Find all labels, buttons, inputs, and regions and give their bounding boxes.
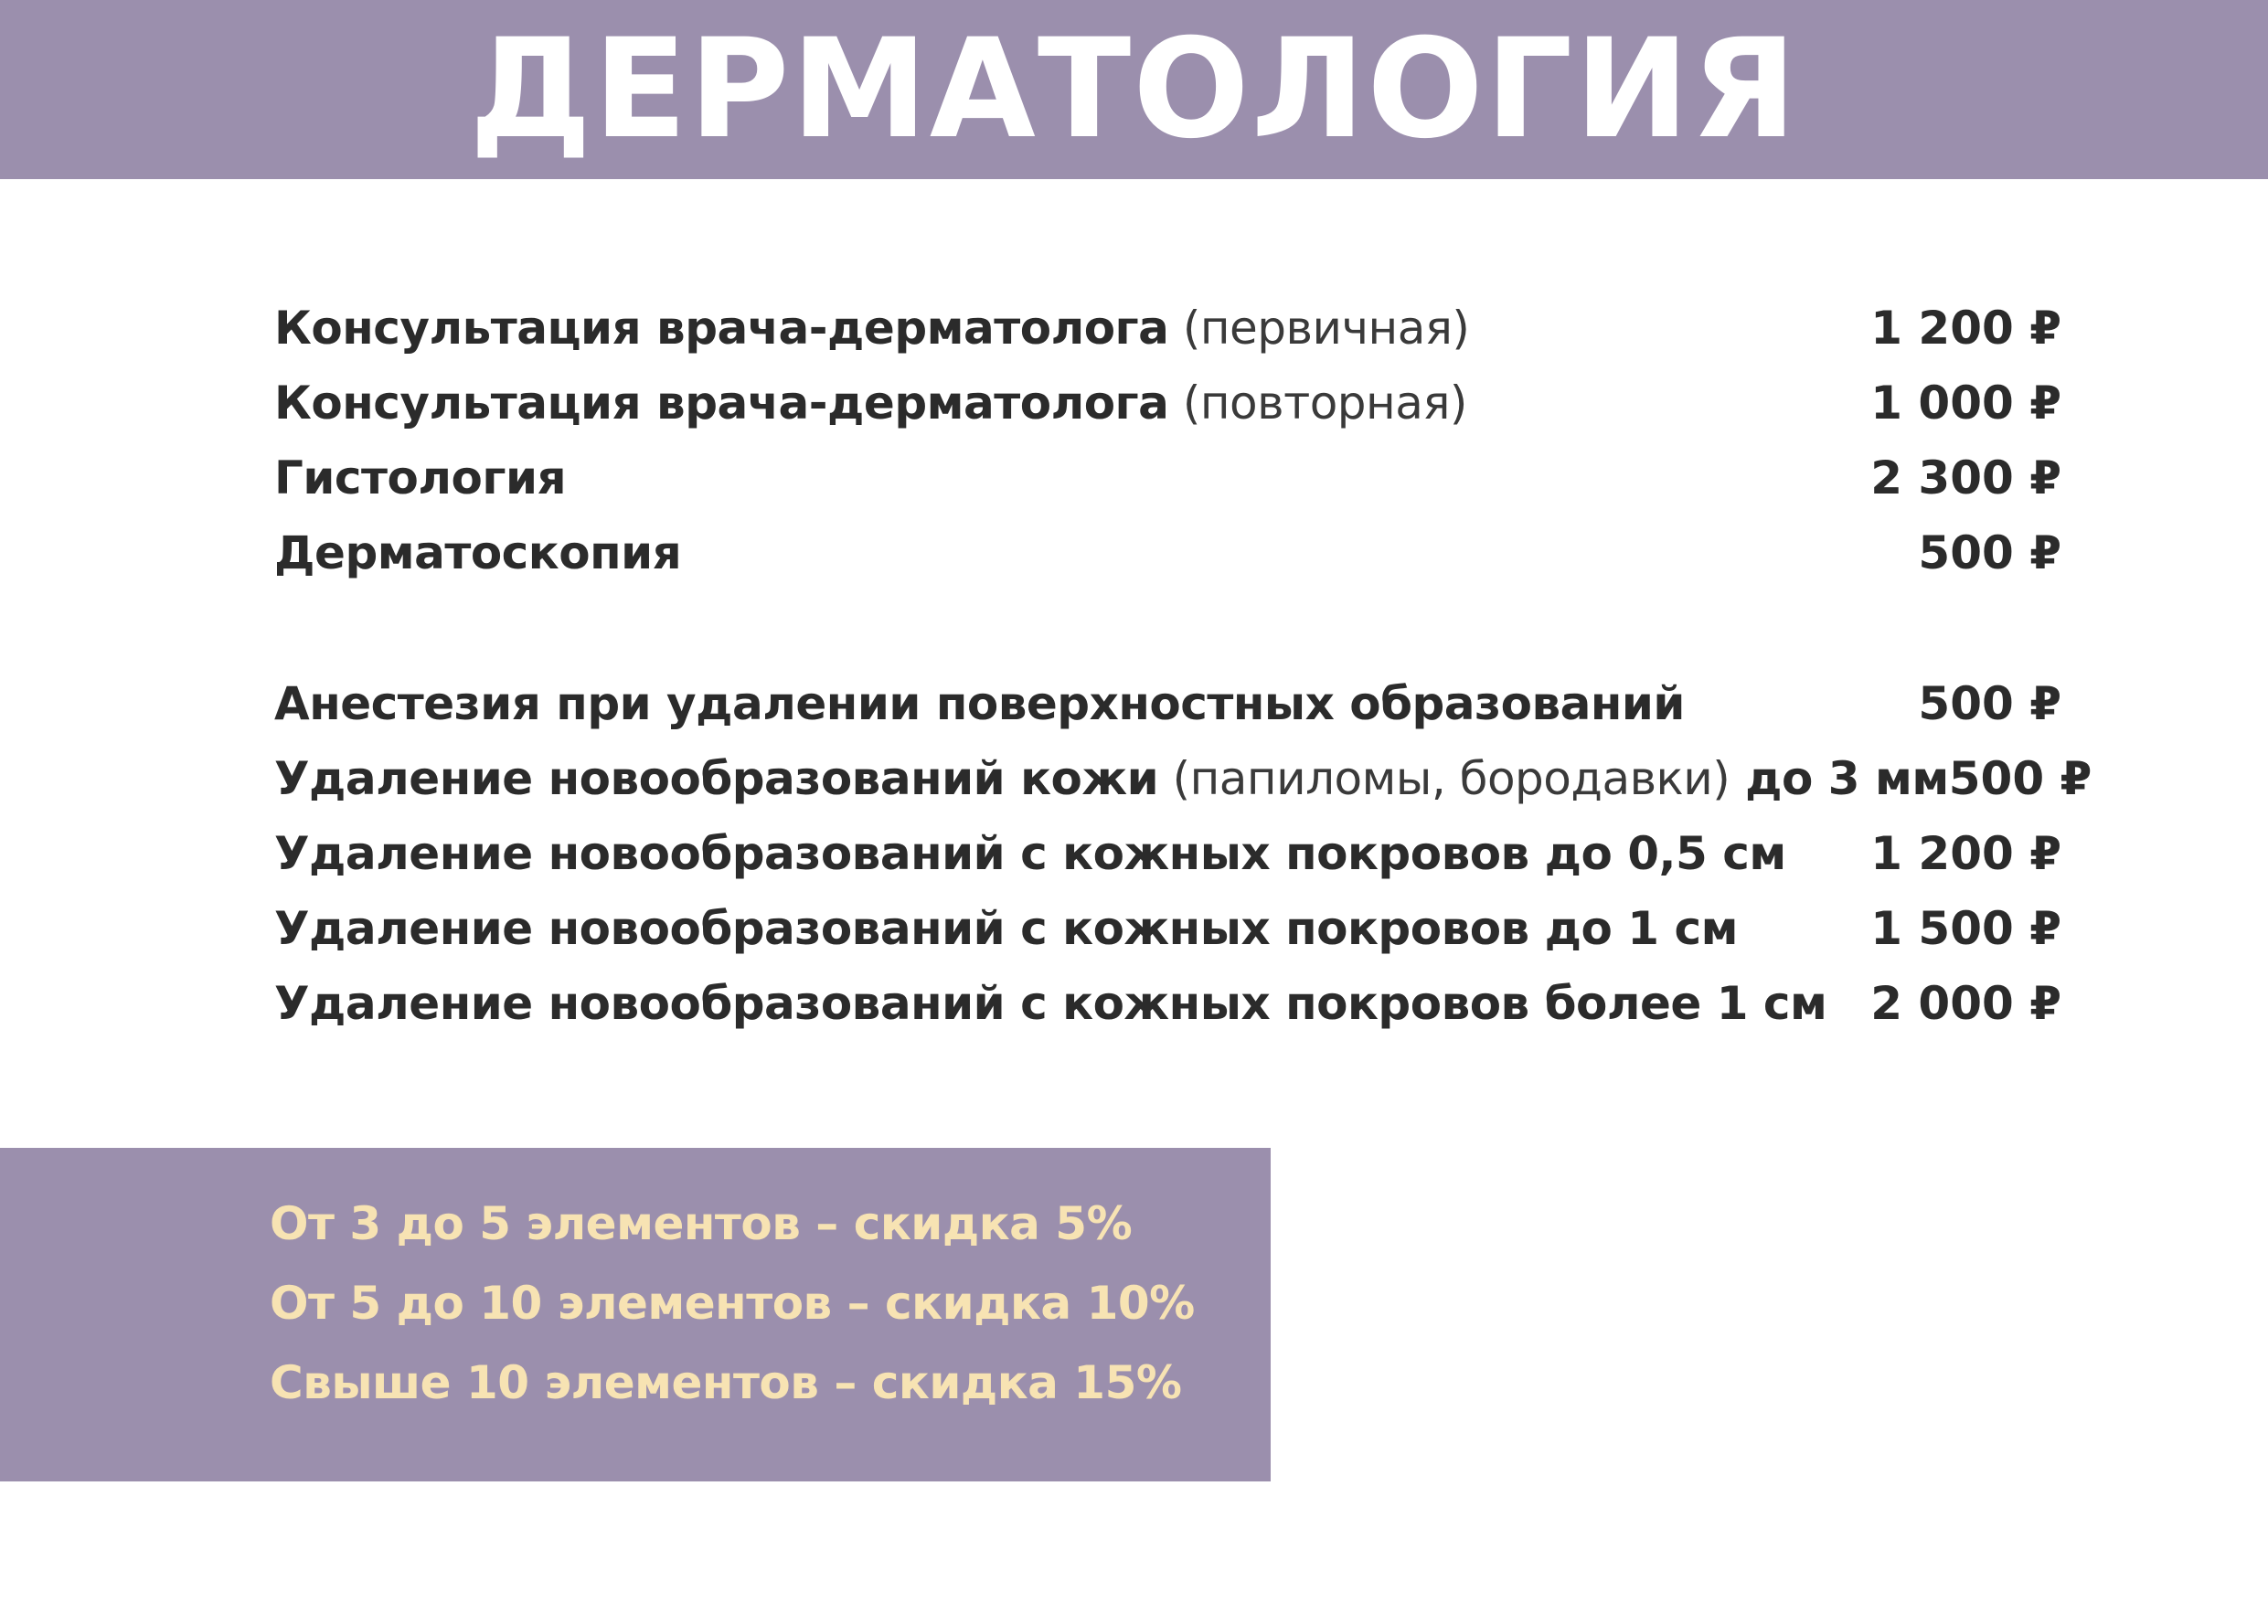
service-price: 1 000 ₽ (1870, 377, 2061, 430)
price-row (274, 515, 2061, 590)
service-price: 1 200 ₽ (1870, 302, 2061, 355)
discount-item: Свыше 10 элементов – скидка 15% (270, 1356, 1182, 1409)
price-row (274, 966, 2061, 1041)
service-name (274, 977, 1826, 1030)
service-price: 1 200 ₽ (1870, 827, 2061, 880)
price-list (274, 291, 2092, 1041)
price-row (274, 366, 2061, 440)
service-name (274, 377, 1467, 430)
price-row (274, 816, 2061, 891)
discount-item: От 3 до 5 элементов – скидка 5% (270, 1197, 1133, 1250)
service-title: Дерматоскопия (274, 526, 682, 579)
price-row (274, 666, 2061, 741)
page-title: ДЕРМАТОЛОГИЯ (469, 10, 1799, 169)
service-price: 2 300 ₽ (1870, 451, 2061, 504)
service-note: (папиломы, бородавки) (1158, 752, 1730, 805)
service-name (274, 451, 566, 504)
service-suffix: до 3 мм (1730, 752, 1949, 805)
service-name (274, 827, 1786, 880)
service-title: Удаление новообразований кожи (274, 752, 1159, 805)
price-row (274, 440, 2061, 515)
service-price: 500 ₽ (1918, 526, 2061, 579)
service-name (274, 752, 1949, 805)
service-name (274, 902, 1738, 955)
service-price: 2 000 ₽ (1870, 977, 2061, 1030)
service-title: Удаление новообразований с кожных покровов до 0,5 см (274, 827, 1786, 880)
price-row (274, 291, 2061, 366)
service-note: (повторная) (1168, 377, 1467, 430)
discount-band (0, 1148, 1271, 1481)
service-price: 1 500 ₽ (1870, 902, 2061, 955)
service-title: Консультация врача-дерматолога (274, 302, 1169, 355)
service-title: Удаление новообразований с кожных покровов до 1 см (274, 902, 1738, 955)
price-row (274, 891, 2061, 966)
price-row (274, 741, 2092, 816)
service-price: 500 ₽ (1948, 752, 2092, 805)
discount-item: От 5 до 10 элементов – скидка 10% (270, 1277, 1195, 1330)
service-title: Консультация врача-дерматолога (274, 377, 1169, 430)
service-name (274, 526, 681, 579)
service-title: Удаление новообразований с кожных покровов более 1 см (274, 977, 1827, 1030)
service-price: 500 ₽ (1918, 677, 2061, 730)
header-band (0, 0, 2268, 179)
discount-list (270, 1184, 1195, 1423)
service-note: (первичная) (1168, 302, 1470, 355)
service-name (274, 302, 1469, 355)
service-name (274, 677, 1685, 730)
service-title: Гистология (274, 451, 567, 504)
service-title: Анестезия при удалении поверхностных образований (274, 677, 1685, 730)
